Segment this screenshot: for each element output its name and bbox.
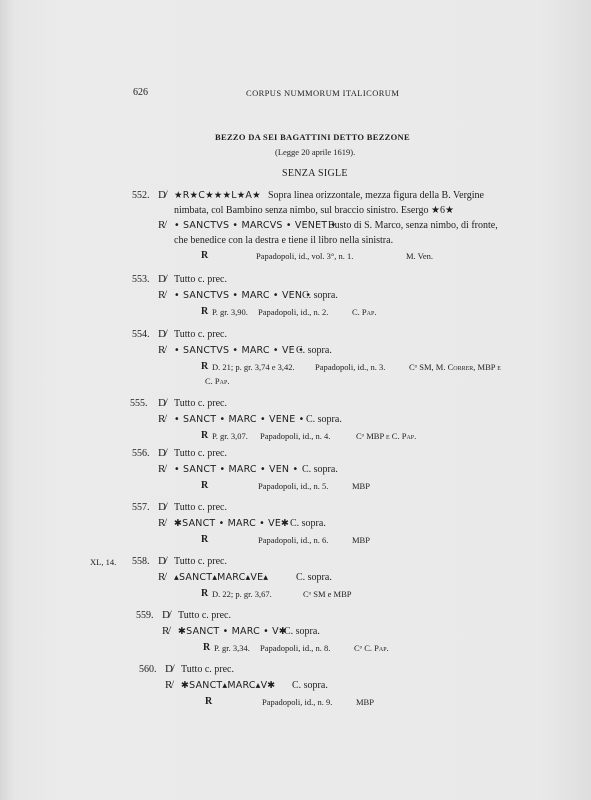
collection-cont: C. Pap. bbox=[205, 376, 230, 386]
metal: R bbox=[201, 480, 209, 491]
obverse-description: Tutto c. prec. bbox=[174, 448, 227, 459]
entry-number: 555. bbox=[130, 398, 148, 409]
reverse-legend: • SANCTVS • MARCVS • VENET • bbox=[174, 220, 337, 231]
reverse-description: C. sopra. bbox=[306, 414, 342, 425]
collection: Cᵒ C. Pap. bbox=[354, 643, 389, 653]
metal: R bbox=[201, 250, 209, 261]
reference: Papadopoli, id., n. 6. bbox=[258, 535, 329, 545]
reverse-legend: • SANCT • MARC • VEN • bbox=[174, 464, 299, 475]
reverse-legend: • SANCT • MARC • VENE • bbox=[174, 414, 305, 425]
reverse-legend: ✱SANCT • MARC • V✱ bbox=[178, 626, 288, 637]
reverse-description: Busto di S. Marco, senza nimbo, di fronte, bbox=[328, 220, 498, 231]
obverse-description: Tutto c. prec. bbox=[174, 398, 227, 409]
reverse-mark: R̸ bbox=[158, 463, 166, 475]
entry-number: 554. bbox=[132, 329, 150, 340]
reverse-mark: R̸ bbox=[158, 344, 166, 356]
collection: MBP bbox=[352, 535, 370, 545]
obverse-description: Tutto c. prec. bbox=[181, 664, 234, 675]
entry-number: 557. bbox=[132, 502, 150, 513]
reverse-legend: • SANCTVS • MARC • VE • bbox=[174, 345, 304, 356]
reverse-description: C. sopra. bbox=[292, 680, 328, 691]
obverse-mark: D̸ bbox=[162, 609, 170, 621]
reverse-mark: R̸ bbox=[158, 413, 166, 425]
reverse-legend: ✱SANCT • MARC • VE✱ bbox=[174, 518, 290, 529]
reference: Papadopoli, id., n. 3. bbox=[315, 362, 386, 372]
obverse-description: Tutto c. prec. bbox=[174, 502, 227, 513]
weight: P. gr. 3,90. bbox=[212, 307, 248, 317]
weight: D. 21; p. gr. 3,74 e 3,42. bbox=[212, 362, 295, 372]
collection: M. Ven. bbox=[406, 251, 433, 261]
obverse-mark: D̸ bbox=[158, 397, 166, 409]
reference: Papadopoli, id., n. 5. bbox=[258, 481, 329, 491]
metal: R bbox=[201, 430, 209, 441]
weight: P. gr. 3,07. bbox=[212, 431, 248, 441]
metal: R bbox=[203, 642, 211, 653]
obverse-mark: D̸ bbox=[158, 447, 166, 459]
reverse-legend: ▴SANCT▴MARC▴VE▴ bbox=[174, 572, 269, 583]
entry-number: 553. bbox=[132, 274, 150, 285]
reverse-mark: R̸ bbox=[158, 571, 166, 583]
section-subheading: SENZA SIGLE bbox=[282, 168, 348, 179]
weight: P. gr. 3,34. bbox=[214, 643, 250, 653]
reverse-description: C. sopra. bbox=[290, 518, 326, 529]
reference: Papadopoli, id., n. 2. bbox=[258, 307, 329, 317]
reverse-legend: • SANCTVS • MARC • VEN • bbox=[174, 290, 312, 301]
entry-number: 552. bbox=[132, 190, 150, 201]
metal: R bbox=[205, 696, 213, 707]
reference: Papadopoli, id., vol. 3°, n. 1. bbox=[256, 251, 354, 261]
obverse-description: Tutto c. prec. bbox=[174, 556, 227, 567]
reverse-mark: R̸ bbox=[158, 289, 166, 301]
collection: Cᵒ MBP e C. Pap. bbox=[356, 431, 417, 441]
reverse-description: C. sopra. bbox=[296, 345, 332, 356]
reference: Papadopoli, id., n. 8. bbox=[260, 643, 331, 653]
entry-number: 559. bbox=[136, 610, 154, 621]
metal: R bbox=[201, 306, 209, 317]
obverse-mark: D̸ bbox=[165, 663, 173, 675]
section-subtitle: (Legge 20 aprile 1619). bbox=[275, 147, 356, 157]
reference: Papadopoli, id., n. 4. bbox=[260, 431, 331, 441]
obverse-mark: D̸ bbox=[158, 189, 166, 201]
reverse-description: C. sopra. bbox=[302, 290, 338, 301]
section-title: BEZZO DA SEI BAGATTINI DETTO BEZZONE bbox=[215, 132, 410, 142]
collection: MBP bbox=[356, 697, 374, 707]
entry-number: 556. bbox=[132, 448, 150, 459]
collection: MBP bbox=[352, 481, 370, 491]
obverse-description: Tutto c. prec. bbox=[174, 329, 227, 340]
obverse-mark: D̸ bbox=[158, 328, 166, 340]
reverse-mark: R̸ bbox=[162, 625, 170, 637]
collection: Cᵒ SM, M. Correr, MBP e bbox=[409, 362, 501, 372]
obverse-mark: D̸ bbox=[158, 273, 166, 285]
obverse-description-cont: nimbata, col Bambino senza nimbo, sul braccio sinistro. Esergo ★6★ bbox=[174, 205, 454, 216]
plate-reference: XL, 14. bbox=[90, 557, 117, 567]
obverse-description: Tutto c. prec. bbox=[174, 274, 227, 285]
reverse-mark: R̸ bbox=[158, 219, 166, 231]
reverse-mark: R̸ bbox=[158, 517, 166, 529]
reverse-description: C. sopra. bbox=[284, 626, 320, 637]
reference: Papadopoli, id., n. 9. bbox=[262, 697, 333, 707]
reverse-description-cont: che benedice con la destra e tiene il libro nella sinistra. bbox=[174, 235, 394, 246]
collection: Cᵒ SM e MBP bbox=[303, 589, 352, 599]
metal: R bbox=[201, 361, 209, 372]
obverse-description: Sopra linea orizzontale, mezza figura della B. Vergine bbox=[268, 190, 484, 201]
obverse-mark: D̸ bbox=[158, 555, 166, 567]
page-number: 626 bbox=[133, 87, 148, 98]
entry-number: 558. bbox=[132, 556, 150, 567]
weight: D. 22; p. gr. 3,67. bbox=[212, 589, 272, 599]
obverse-mark: D̸ bbox=[158, 501, 166, 513]
obverse-legend: ★R★C★★★L★A★ bbox=[174, 190, 261, 201]
metal: R bbox=[201, 534, 209, 545]
entry-number: 560. bbox=[139, 664, 157, 675]
metal: R bbox=[201, 588, 209, 599]
running-title: CORPUS NUMMORUM ITALICORUM bbox=[246, 88, 400, 98]
obverse-description: Tutto c. prec. bbox=[178, 610, 231, 621]
reverse-legend: ✱SANCT▴MARC▴V✱ bbox=[181, 680, 276, 691]
reverse-description: C. sopra. bbox=[296, 572, 332, 583]
reverse-description: C. sopra. bbox=[302, 464, 338, 475]
collection: C. Pap. bbox=[352, 307, 377, 317]
reverse-mark: R̸ bbox=[165, 679, 173, 691]
